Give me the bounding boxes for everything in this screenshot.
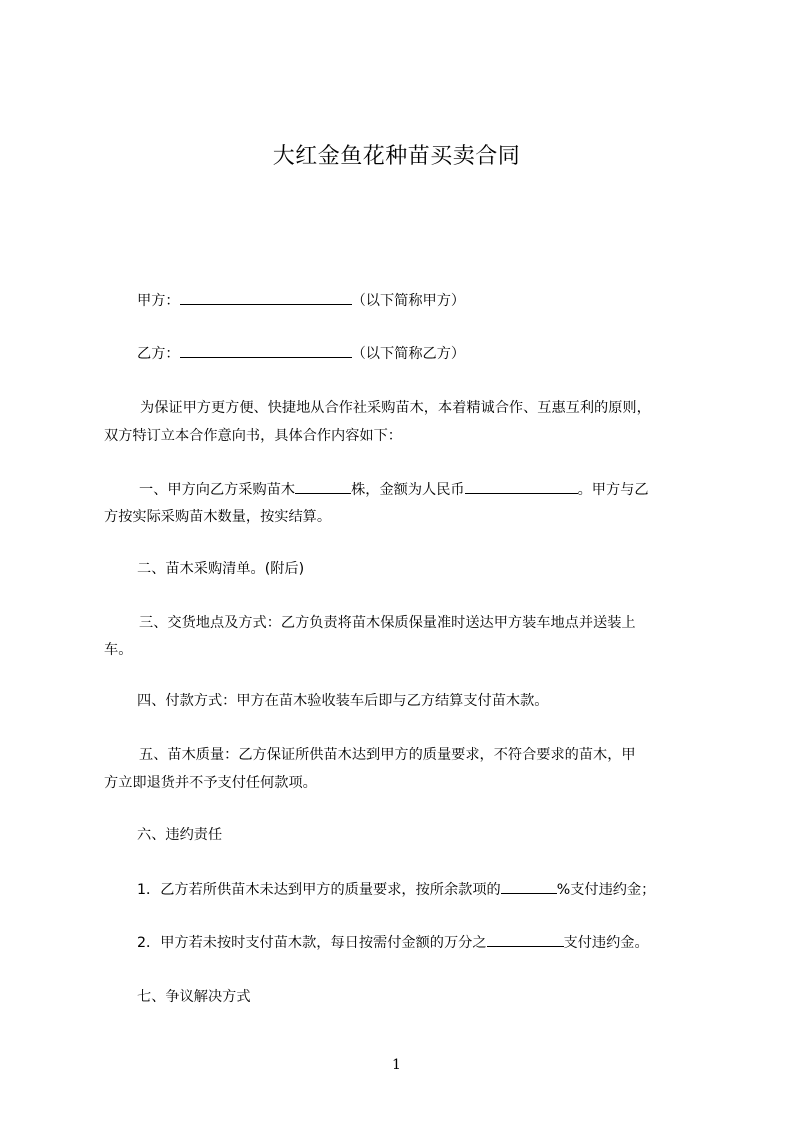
- party-b-suffix: （以下简称乙方）: [351, 346, 466, 362]
- clause-1-text-b: 株，金额为人民币: [351, 482, 465, 498]
- amount-blank[interactable]: [465, 479, 578, 494]
- clause-3-line-1: 三、交货地点及方式：乙方负责将苗木保质保量准时送达甲方装车地点并送装上: [139, 615, 636, 631]
- party-a-suffix: （以下简称甲方）: [351, 293, 466, 309]
- clause-6-item-1-text-a: 1．乙方若所供苗木未达到甲方的质量要求，按所余款项的: [137, 882, 501, 898]
- clause-4: 四、付款方式：甲方在苗木验收装车后即与乙方结算支付苗木款。: [137, 693, 549, 709]
- party-a-name-blank[interactable]: [180, 290, 352, 305]
- clause-6-item-2: [137, 932, 649, 953]
- clause-5-line-2: 方立即退货并不予支付任何款项。: [104, 775, 317, 791]
- party-b-name-blank[interactable]: [180, 343, 352, 358]
- quantity-blank[interactable]: [295, 479, 351, 494]
- clause-3-line-2: 车。: [104, 642, 133, 658]
- page-number: 1: [392, 1057, 401, 1073]
- daily-rate-blank[interactable]: [487, 932, 564, 947]
- clause-1-text-c: 。甲方与乙: [577, 482, 649, 498]
- intro-line-2: 双方特订立本合作意向书，具体合作内容如下：: [104, 428, 402, 444]
- clause-1-line-2: 方按实际采购苗木数量，按实结算。: [104, 509, 332, 525]
- party-b-label: 乙方：: [137, 346, 180, 362]
- penalty-percent-blank[interactable]: [501, 879, 557, 894]
- clause-6-item-2-text-a: 2．甲方若未按时支付苗木款，每日按需付金额的万分之: [137, 935, 487, 951]
- intro-line-1: 为保证甲方更方便、快捷地从合作社采购苗木，本着精诚合作、互惠互利的原则，: [140, 400, 651, 416]
- clause-5-line-1: 五、苗木质量：乙方保证所供苗木达到甲方的质量要求，不符合要求的苗木，甲: [139, 747, 636, 763]
- clause-7-heading: 七、争议解决方式: [137, 989, 251, 1005]
- clause-6-item-2-text-b: 支付违约金。: [563, 935, 649, 951]
- party-a-label: 甲方：: [137, 293, 180, 309]
- clause-6-item-1-text-b: %支付违约金；: [556, 882, 656, 898]
- party-b-line: [137, 343, 465, 364]
- clause-2: 二、苗木采购清单。(附后): [137, 561, 305, 577]
- document-title: 大红金鱼花种苗买卖合同: [272, 144, 521, 169]
- clause-6-item-1: [137, 879, 655, 900]
- clause-6-heading: 六、违约责任: [137, 827, 223, 843]
- party-a-line: [137, 290, 465, 311]
- clause-1-text-a: 一、甲方向乙方采购苗木: [139, 482, 296, 498]
- clause-1-line-1: [139, 479, 649, 500]
